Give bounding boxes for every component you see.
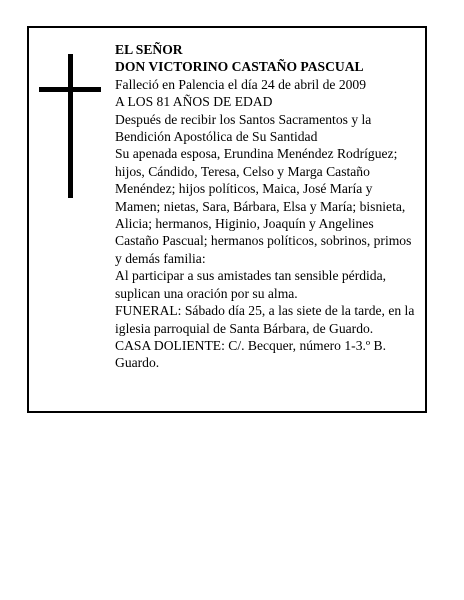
notice-title-honorific: EL SEÑOR (115, 42, 183, 57)
family-list: Su apenada esposa, Erundina Menéndez Rodríguez; hijos, Cándido, Teresa, Celso y Marga Castaño Menéndez; hijos políticos, Maica, José María y Mamen; nietas, Sara, Bárbara, Elsa y María; bisnieta, Alicia; hermanos, Higinio, Joaquín y Angelines Castaño Pascual; hermanos políticos, sobrinos, primos y demás familia: (115, 146, 412, 266)
sacraments-line: Después de recibir los Santos Sacramentos y la Bendición Apostólica de Su Santidad (115, 111, 372, 145)
obituary-notice (27, 26, 427, 413)
funeral-info: FUNERAL: Sábado día 25, a las siete de la tarde, en la iglesia parroquial de Santa Bárbara, de Guardo. (115, 303, 415, 336)
death-info: Falleció en Palencia el día 24 de abril de 2009 (115, 76, 367, 92)
cross-horizontal-bar (39, 87, 101, 92)
cross-vertical-bar (68, 54, 73, 198)
home-address: CASA DOLIENTE: C/. Becquer, número 1-3.º B. Guardo. (115, 337, 386, 371)
prayer-request: Al participar a sus amistades tan sensible pérdida, suplican una oración por su alma. (115, 268, 387, 301)
deceased-name: DON VICTORINO CASTAÑO PASCUAL (115, 59, 364, 75)
cross-icon (39, 54, 101, 198)
notice-text (115, 41, 420, 372)
age-line: A LOS 81 AÑOS DE EDAD (115, 94, 273, 110)
